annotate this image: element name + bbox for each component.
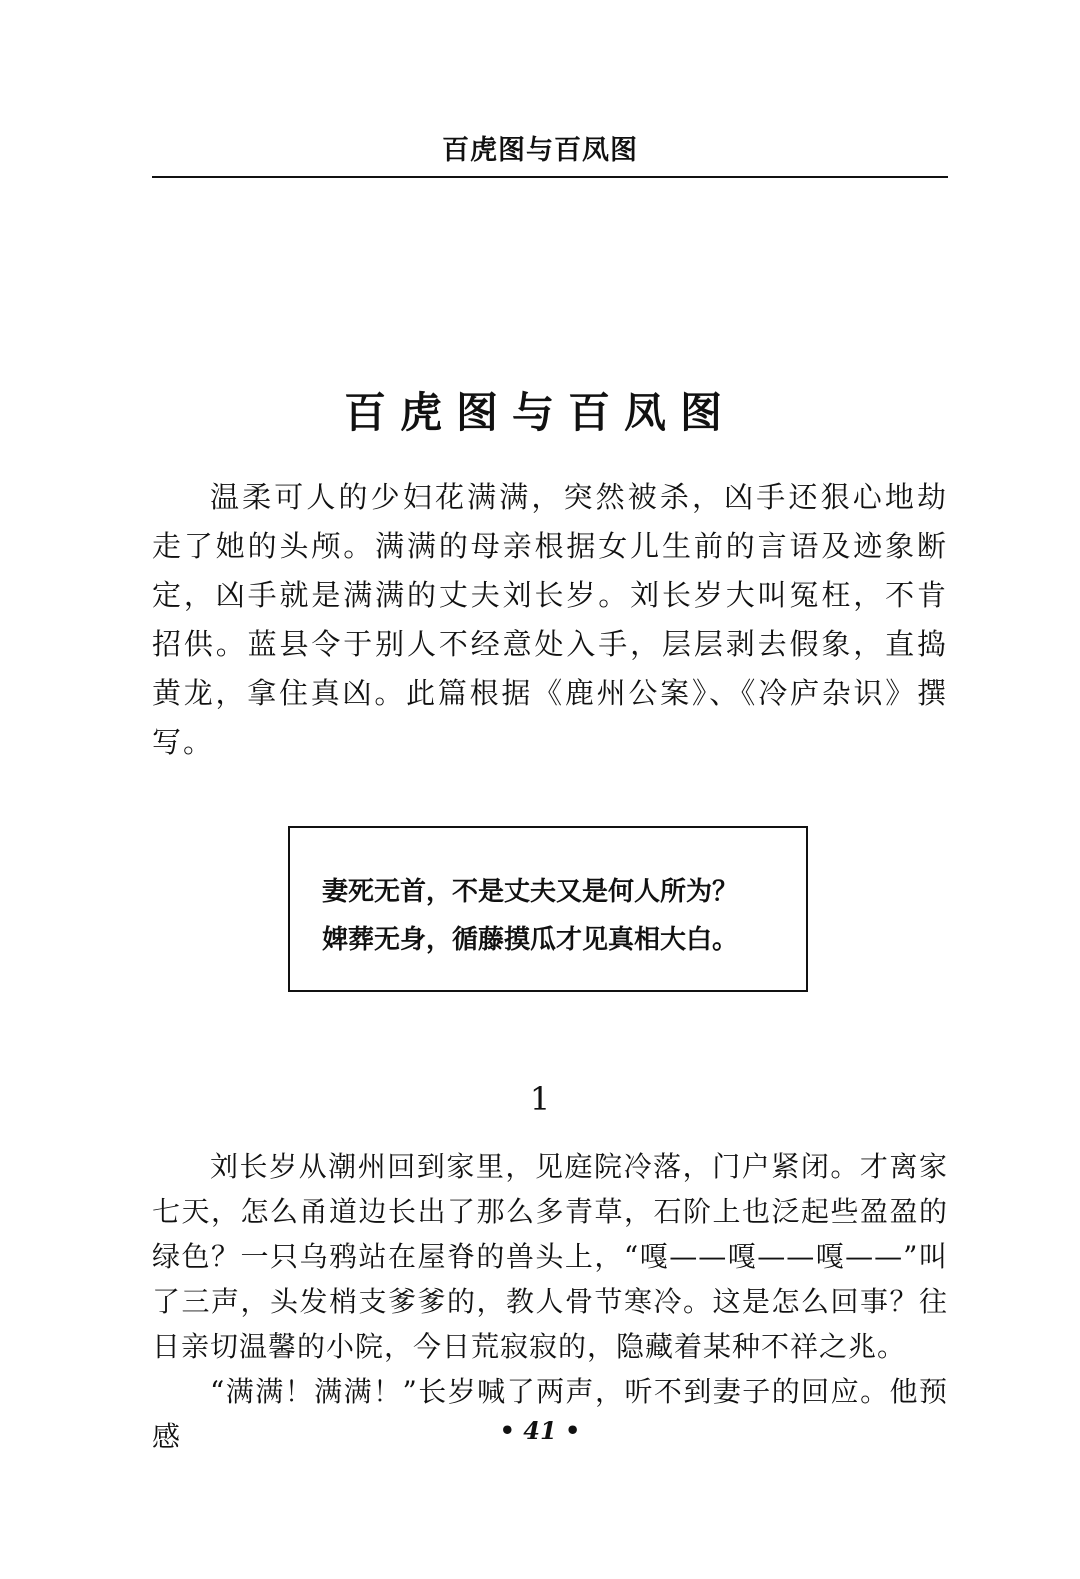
epigraph-box [288, 826, 808, 992]
page-number: • 41 • [499, 1416, 581, 1445]
section-number: 1 [529, 1080, 551, 1118]
running-header: 百虎图与百凤图 [442, 135, 638, 166]
paragraph: “满满！满满！”长岁喊了两声，听不到妻子的回应。他预感 [152, 1375, 948, 1453]
header-rule [152, 176, 948, 178]
chapter-synopsis: 温柔可人的少妇花满满，突然被杀，凶手还狠心地劫走了她的头颅。满满的母亲根据女儿生前的言语及迹象断定，凶手就是满满的丈夫刘长岁。刘长岁大叫冤枉，不肯招供。蓝县令于别人不经意处入手，层层剥去假象，直捣黄龙，拿住真凶。此篇根据《鹿州公案》、《冷庐杂识》撰写。 [152, 480, 948, 759]
epigraph-line-2: 婢葬无身，循藤摸瓜才见真相大白。 [322, 925, 739, 955]
paragraph: 刘长岁从潮州回到家里，见庭院冷落，门户紧闭。才离家七天，怎么甬道边长出了那么多青草，石阶上也泛起些盈盈的绿色？一只乌鸦站在屋脊的兽头上，“嘎——嘎——嘎——”叫了三声，头发梢支爹爹的，教人骨节寒冷。这是怎么回事？往日亲切温馨的小院，今日荒寂寂的，隐藏着某种不祥之兆。 [152, 1150, 948, 1363]
chapter-title: 百虎图与百凤图 [343, 388, 736, 437]
body-text [152, 1144, 948, 1459]
epigraph-line-1: 妻死无首，不是丈夫又是何人所为？ [322, 877, 739, 907]
